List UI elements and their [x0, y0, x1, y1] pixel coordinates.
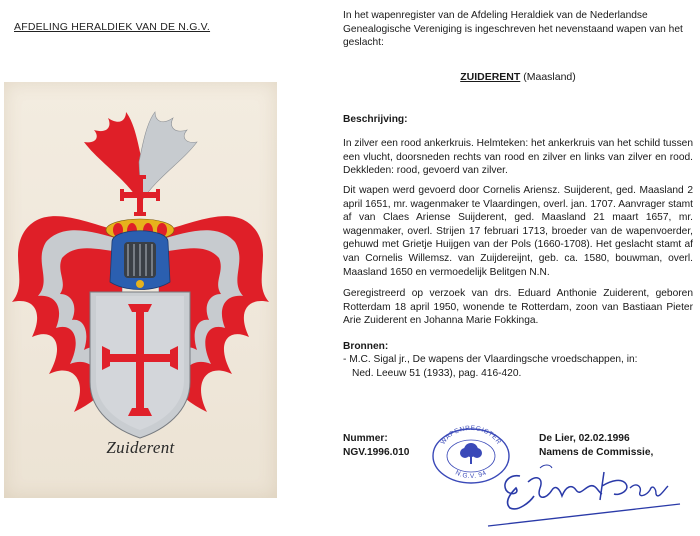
stamp-text-bottom: N.G.V. 94 [454, 469, 488, 481]
family-name-line [343, 71, 693, 83]
description-paragraph-2: Dit wapen werd gevoerd door Cornelis Ariensz. Suijderent, ged. Maasland 2 april 1651, mr. wagenmaker te Vlaardingen, overl. jan. 1707. Aanvrager stamt af van Claes Ariense Suijderent, ged. Maasland 21 maart 1657, mr. wagenmaker, overl. Strijen 17 februari 1713, broeder van de wapenvoerder, gehuwd met Grietje Huijgen van der Pols (1660-1708). Het geslacht stamt af van Cornelis Willemsz. van Zuijdereijnt, geb. ca. 1580, bouwman, overl. Maasland 1650 en vermoedelijk Belitgen N.N. [343, 185, 693, 278]
on-behalf-line: Namens de Commissie, [539, 447, 654, 458]
handwritten-signature [480, 460, 685, 532]
family-caption: Zuiderent [106, 438, 175, 457]
source-line-2: Ned. Leeuw 51 (1933), pag. 416-420. [352, 367, 522, 379]
coat-of-arms-plate [4, 82, 277, 498]
stamp-text-top: WAPENREGISTER [439, 424, 503, 446]
number-label: Nummer: [343, 433, 388, 444]
tree-icon [460, 443, 482, 464]
helmet [110, 231, 170, 290]
organization-title: AFDELING HERALDIEK VAN DE N.G.V. [14, 21, 211, 33]
intro-text: In het wapenregister van de Afdeling Heraldiek van de Nederlandse Genealogische Vereniging is ingeschreven het nevenstaand wapen van het geslacht: [343, 10, 683, 49]
description-paragraph-3: Geregistreerd op verzoek van drs. Eduard Anthonie Zuiderent, geboren Rotterdam 18 april 1950, wonende te Rotterdam, zoon van Bastiaan Pieter Arie Zuiderent en Johanna Marie Fokkinga. [343, 288, 693, 327]
place-date: De Lier, 02.02.1996 [539, 433, 630, 444]
source-line-1: - M.C. Sigal jr., De wapens der Vlaardingsche vroedschappen, in: [343, 354, 638, 365]
svg-text:WAPENREGISTER [440, 425, 503, 446]
number-value: NGV.1996.010 [343, 447, 410, 458]
family-surname: ZUIDERENT [460, 71, 521, 83]
description-label: Beschrijving: [343, 114, 408, 125]
sources-label: Bronnen: [343, 341, 389, 352]
coat-of-arms-illustration [4, 82, 277, 498]
description-paragraph-1: In zilver een rood ankerkruis. Helmteken: het ankerkruis van het schild tussen een vlucht, doorsneden rechts van rood en zilver en links van zilver en rood. Dekkleden: rood, gevoerd van zilver. [343, 138, 693, 177]
sources-list [343, 353, 693, 380]
family-place: (Maasland) [523, 71, 576, 83]
